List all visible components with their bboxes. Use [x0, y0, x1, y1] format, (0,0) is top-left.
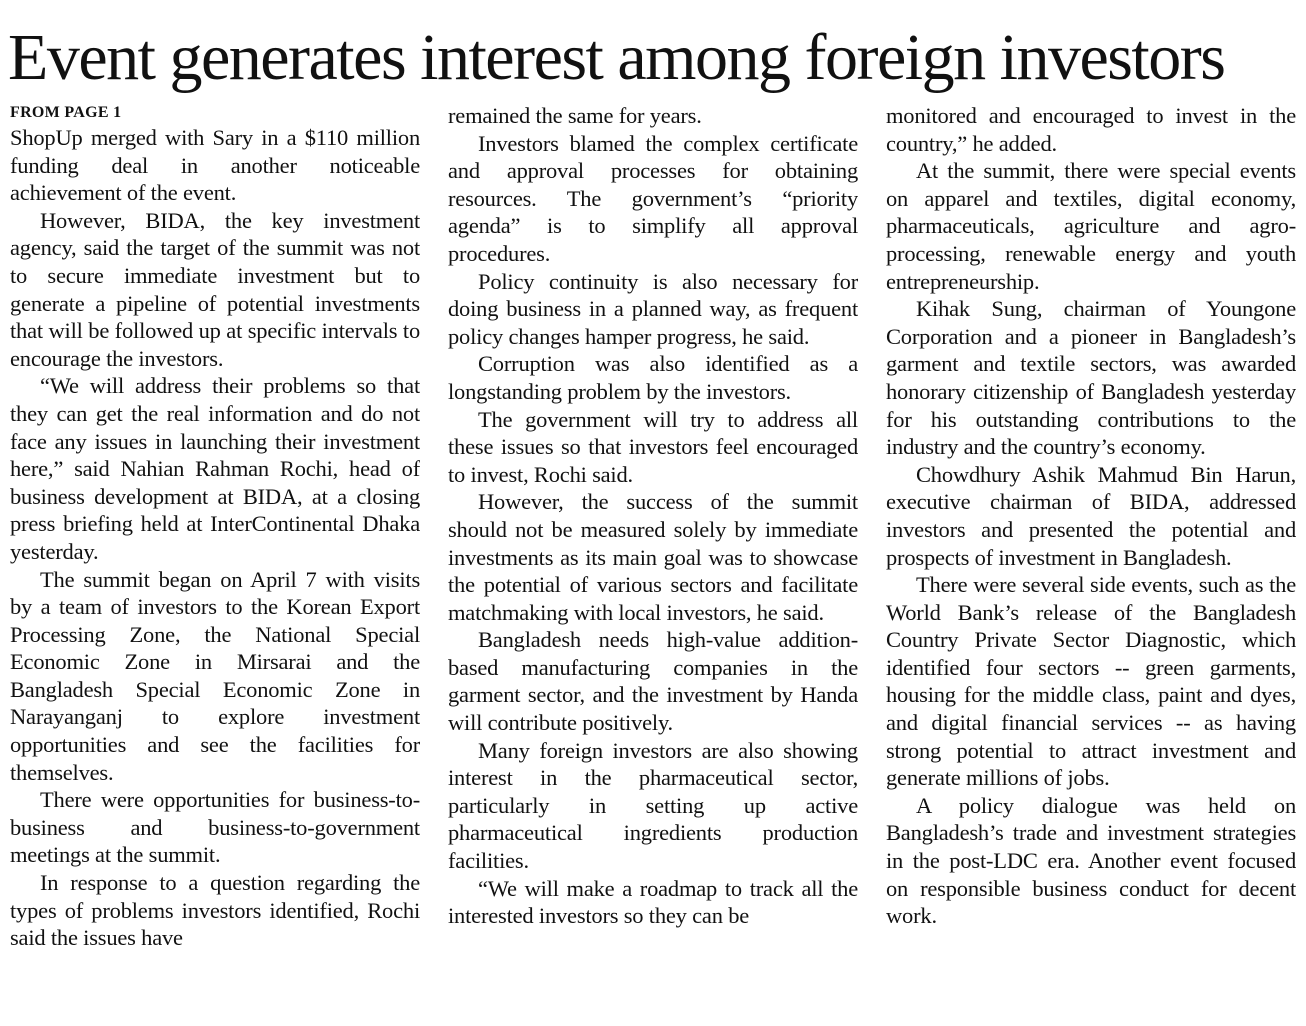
paragraph: Many foreign investors are also showing interest in the pharmaceutical sector, particularly in setting up active pharmaceutical ingredients production facilities. [448, 737, 858, 874]
paragraph: At the summit, there were special events on apparel and textiles, digital economy, pharmaceuticals, agriculture and agro-processing, renewable energy and youth entrepreneurship. [886, 158, 1296, 294]
paragraph: There were several side events, such as the World Bank’s release of the Bangladesh Country Private Sector Diagnostic, which identified four sectors -- green garments, housing for the middle class, paint and dyes, and digital financial services -- as having strong potential to attract investment and generate millions of jobs. [886, 572, 1296, 791]
paragraph: “We will make a roadmap to track all the interested investors so they can be [448, 875, 858, 929]
article-column-3 [886, 102, 1296, 1018]
paragraph: Kihak Sung, chairman of Youngone Corporation and a pioneer in Bangladesh’s garment and textile sectors, was awarded honorary citizenship of Bangladesh yesterday for his outstanding contributions to the industry and the country’s economy. [886, 296, 1296, 460]
paragraph: Policy continuity is also necessary for doing business in a planned way, as frequent policy changes hamper progress, he said. [448, 268, 858, 349]
paragraph: Bangladesh needs high-value addition-based manufacturing companies in the garment sector, and the investment by Handa will contribute positively. [448, 627, 858, 736]
paragraph: Chowdhury Ashik Mahmud Bin Harun, executive chairman of BIDA, addressed investors and presented the potential and prospects of investment in Bangladesh. [886, 461, 1296, 570]
paragraph: The government will try to address all these issues so that investors feel encouraged to invest, Rochi said. [448, 406, 858, 487]
continuation-kicker: FROM PAGE 1 [10, 104, 122, 121]
paragraph: There were opportunities for business-to-business and business-to-government meetings at the summit. [10, 787, 420, 868]
paragraph: A policy dialogue was held on Bangladesh’s trade and investment strategies in the post-LDC era. Another event focused on responsible business conduct for decent work. [886, 792, 1296, 929]
article-column-1 [10, 102, 420, 1018]
paragraph: remained the same for years. [448, 103, 702, 128]
paragraph: However, the success of the summit should not be measured solely by immediate investments as its main goal was to showcase the potential of various sectors and facilitate matchmaking with local investors, he said. [448, 489, 858, 625]
paragraph: ShopUp merged with Sary in a $110 million funding deal in another noticeable achievement of the event. [10, 125, 420, 206]
paragraph: Investors blamed the complex certificate and approval processes for obtaining resources. The government’s “priority agenda” is to simplify all approval procedures. [448, 130, 858, 266]
paragraph: “We will address their problems so that they can get the real information and do not face any issues in launching their investment here,” said Nahian Rahman Rochi, head of business development at BIDA, at a closing press briefing held at InterContinental Dhaka yesterday. [10, 373, 420, 564]
article-headline: Event generates interest among foreign investors [8, 21, 1225, 94]
paragraph: The summit began on April 7 with visits by a team of investors to the Korean Export Processing Zone, the National Special Economic Zone in Mirsarai and the Bangladesh Special Economic Zone in Narayanganj to explore investment opportunities and see the facilities for themselves. [10, 566, 420, 785]
article-column-2 [448, 102, 858, 1018]
paragraph: Corruption was also identified as a longstanding problem by the investors. [448, 351, 858, 404]
paragraph: In response to a question regarding the types of problems investors identified, Rochi said the issues have [10, 870, 420, 951]
paragraph: However, BIDA, the key investment agency, said the target of the summit was not to secure immediate investment but to generate a pipeline of potential investments that will be followed up at specific intervals to encourage the investors. [10, 207, 420, 371]
paragraph: monitored and encouraged to invest in the country,” he added. [886, 103, 1296, 156]
article-body [0, 102, 1306, 1022]
